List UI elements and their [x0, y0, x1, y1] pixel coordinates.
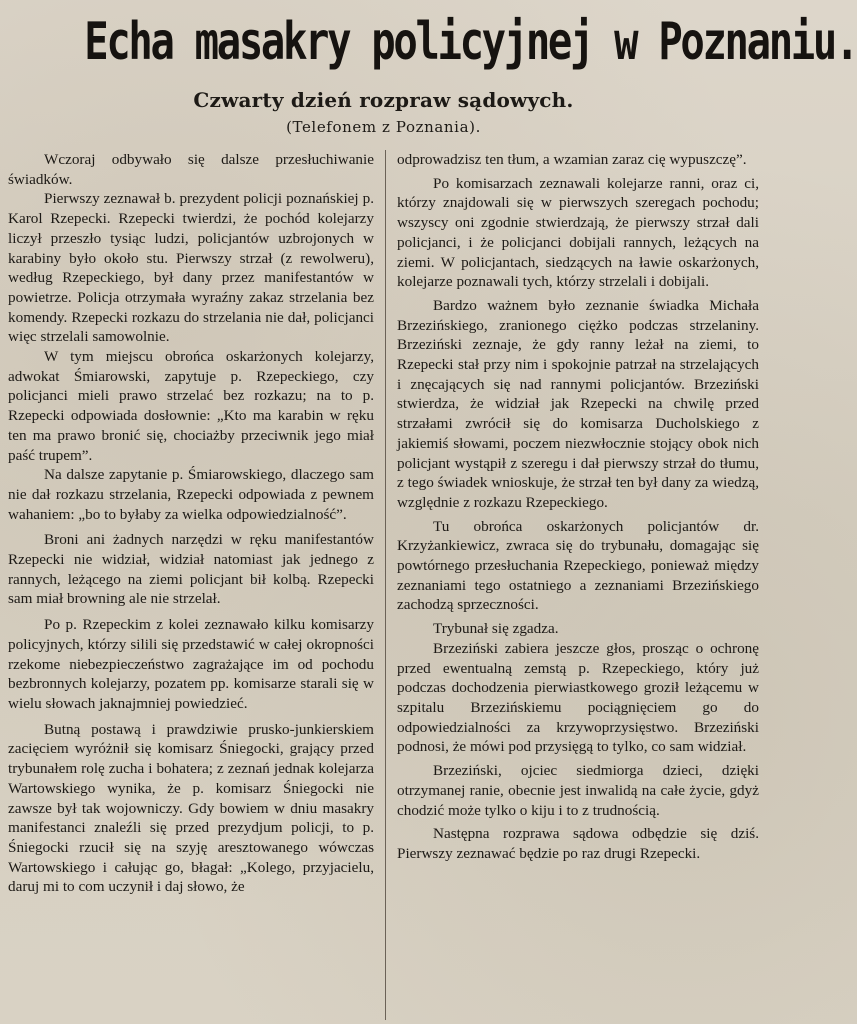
paragraph: Po p. Rzepeckim z kolei zeznawało kilku komisarzy policyjnych, którzy silili się przedstawić w całej okropności rzekome niebezpieczeństwo zagrażające im od pochodu bezbronnych kolejarzy, pozatem pp. komisarze starali się w wielu słowach jaknajmniej powiedzieć. [8, 616, 374, 712]
paragraph: Pierwszy zeznawał b. prezydent policji poznańskiej p. Karol Rzepecki. Rzepecki twierdzi, że pochód kolejarzy liczył przeszło tysiąc ludzi, policjantów uzbrojonych w karabiny było około stu. Pierwszy strzał (z rewolweru), według Rzepeckiego, był dany przez manifestantów w powietrze. Policja otrzymała wyraźny zakaz strzelania bez komendy. Rzepecki rozkazu do strzelania nie dał, policjanci więc strzelali samowolnie. [8, 190, 374, 346]
article-subheadline: Czwarty dzień rozpraw sądowych. [193, 88, 574, 112]
article-headline: Echa masakry policyjnej w Poznaniu. [84, 12, 857, 72]
paragraph: Następna rozprawa sądowa odbędzie się dziś. Pierwszy zeznawać będzie po raz drugi Rzepecki. [397, 825, 759, 862]
paragraph: odprowadzisz ten tłum, a wzamian zaraz cię wypuszczę”. [397, 151, 747, 168]
paragraph: Brzeziński zabiera jeszcze głos, prosząc o ochronę przed ewentualną zemstą p. Rzepeckiego, który już podczas dochodzenia pierwiastkowego groził leżącemu w szpitalu Brzezińskiemu pociągnięciem go do odpowiedzialności za krzywoprzysięstwo. Brzeziński podnosi, że mówi pod przysięgą to tylko, co sam widział. [397, 639, 759, 756]
paragraph: Trybunał się zgadza. [433, 620, 559, 638]
paragraph: Na dalsze zapytanie p. Śmiarowskiego, dlaczego sam nie dał rozkazu strzelania, Rzepecki odpowiada z pewnem wahaniem: „bo to byłaby za wielka odpowiedzialność”. [8, 466, 374, 523]
paragraph: Po komisarzach zeznawali kolejarze ranni, oraz ci, którzy znajdowali się w pierwszych szeregach pochodu; wszyscy oni zgodnie stwierdzają, że pierwszy strzał dali policjanci, i że policjanci dobijali rannych, leżących na ziemi. W policjantach, siedzących na ławie oskarżonych, kolejarze poznawali tych, którzy strzelali i dobijali. [397, 174, 759, 291]
paragraph: Broni ani żadnych narzędzi w ręku manifestantów Rzepecki nie widział, widział natomiast jak jednego z rannych, leżącego na ziemi policjant bił kolbą. Rzepecki sam miał browning ale nie strzelał. [8, 531, 374, 608]
article-dateline: (Telefonem z Poznania). [286, 118, 481, 136]
paragraph: Brzeziński, ojciec siedmiorga dzieci, dzięki otrzymanej ranie, obecnie jest inwalidą na całe życie, gdyż chodzić może tylko o kiju i to z trudnością. [397, 762, 759, 819]
paragraph: Butną postawą i prawdziwie prusko-junkierskiem zacięciem wyróżnił się komisarz Śniegocki, grający przed trybunałem rolę zucha i bohatera; z zeznań jednak kolejarza Wartowskiego wynika, że p. komisarz Śniegocki nie zawsze był tak wojowniczy. Gdy bowiem w dniu masakry manifestanci znaleźli się przed prezydjum policji, to p. Śniegocki rzucił się na szyję aresztowanego wówczas Wartowskiego i całując go, błagał: „Kolego, przyjacielu, daruj mi to com uczynił i daj słowo, że [8, 720, 374, 896]
left-column [8, 150, 374, 1020]
paragraph: W tym miejscu obrońca oskarżonych kolejarzy, adwokat Śmiarowski, zapytuje p. Rzepeckiego, czy policjanci mieli prawo strzelać bez rozkazu; na to p. Rzepecki odpowiada dosłownie: „Kto ma karabin w ręku ten ma prawo bronić się, chociażby przeciwnik jego miał paść trupem”. [8, 348, 374, 464]
right-column [397, 150, 759, 1020]
paragraph: Wczoraj odbywało się dalsze przesłuchiwanie świadków. [8, 151, 374, 188]
paragraph: Bardzo ważnem było zeznanie świadka Michała Brzezińskiego, zranionego ciężko podczas strzelaniny. Brzeziński zeznaje, że gdy ranny leżał na ziemi, to Rzepecki stał przy nim i spokojnie patrzał na strzelających i znęcających się nad rannymi policjantów. Brzeziński stwierdza, że widział jak Rzepecki na chwilę przed strzałami zwrócił się do komisarza Ducholskiego z jakiemiś słowami, poczem niezwłocznie stojący obok nich policjant wystąpił z szeregu i dał pierwszy strzał do tłumu, z tego świadek wnioskuje, że strzał ten był dany za wiedzą, względnie z rozkazu Rzepeckiego. [397, 296, 759, 511]
column-divider [385, 150, 386, 1020]
paragraph: Tu obrońca oskarżonych policjantów dr. Krzyżankiewicz, zwraca się do trybunału, domagając się powtórnego przesłuchania Rzepeckiego, ponieważ między zeznaniami tego ostatniego a zeznaniami Brzezińskiego zachodzą sprzeczności. [397, 517, 759, 614]
